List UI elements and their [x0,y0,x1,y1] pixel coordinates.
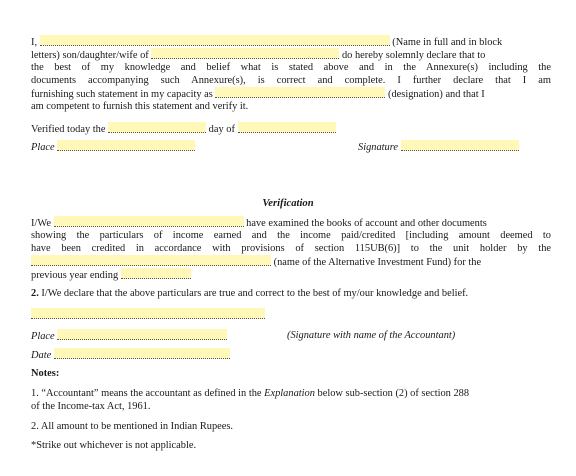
declaration-line-2 [31,48,551,62]
accountant-signature-caption: (Signature with name of the Accountant) [287,330,456,341]
relation-label: letters) son/daughter/wife of [31,50,149,61]
day-of-label: day of [208,124,235,135]
signature-field[interactable] [401,140,519,151]
note-1-text: 1. “Accountant” means the accountant as defined in the [31,388,262,399]
name-hint: (Name in full and in block [392,37,503,48]
declaration-line-1 [31,35,551,49]
verification-line-2: showing the particulars of income earned and the income paid/credited [including amount deemed to [31,230,551,241]
verification-place-field[interactable] [57,329,227,340]
designation-field[interactable] [215,87,385,98]
notes-heading: Notes: [31,368,60,379]
verified-line [31,122,551,136]
verification-line-5 [31,268,551,282]
designation-hint: (designation) and that I [388,89,485,100]
verification-line-1 [31,216,551,230]
verification-title: Verification [262,198,314,209]
place-field[interactable] [57,140,195,151]
verified-day-field[interactable] [108,122,206,133]
place-label: Place [31,142,55,153]
declare-line [31,287,551,300]
verification-place-row [31,329,227,343]
signature-label: Signature [358,142,399,153]
place-row [31,140,195,154]
declaration-line-5 [31,87,551,101]
verified-month-field[interactable] [238,122,336,133]
note-1-line-2: of the Income-tax Act, 1961. [31,401,151,412]
declare-number: 2. [31,288,39,299]
note-1-explanation: Explanation [264,388,315,399]
relation-name-field[interactable] [151,48,339,59]
previous-year-field[interactable] [121,268,191,279]
declaration-i-label: I, [31,37,38,48]
note-2: 2. All amount to be mentioned in Indian Rupees. [31,421,234,432]
note-3: *Strike out whichever is not applicable. [31,440,197,451]
previous-year-label: previous year ending [31,270,119,281]
verified-label: Verified today the [31,124,106,135]
date-row [31,348,230,362]
verification-line-4 [31,255,551,269]
accountant-signature-field[interactable] [31,308,265,319]
note-1-suffix: below sub-section (2) of section 288 [317,388,470,399]
declaration-line-3: the best of my knowledge and belief what is stated above and in the Annexure(s) including the [31,62,551,73]
signature-row [358,140,519,154]
verification-place-label: Place [31,331,55,342]
aif-hint: (name of the Alternative Investment Fund) for the [273,257,482,268]
capacity-label: furnishing such statement in my capacity as [31,89,213,100]
declare-statement: I/We declare that the above particulars are true and correct to the best of my/our knowledge and belief. [41,288,469,299]
note-1 [31,387,469,400]
declare-text: do hereby solemnly declare that to [341,50,486,61]
iwe-label: I/We [31,218,51,229]
accountant-name-field[interactable] [54,216,244,227]
name-field[interactable] [40,35,390,46]
aif-name-field[interactable] [31,255,271,266]
accountant-signature-row [31,308,265,322]
date-field[interactable] [54,348,230,359]
date-label: Date [31,350,52,361]
examined-text: have examined the books of account and other documents [246,218,487,229]
declaration-line-4: documents accompanying such Annexure(s), is correct and complete. I further declare that I am [31,75,551,86]
verification-line-3: have been credited in accordance with provisions of section 115UB(6)] to the unit holder by the [31,243,551,254]
declaration-line-6: am competent to furnish this statement and verify it. [31,101,249,112]
